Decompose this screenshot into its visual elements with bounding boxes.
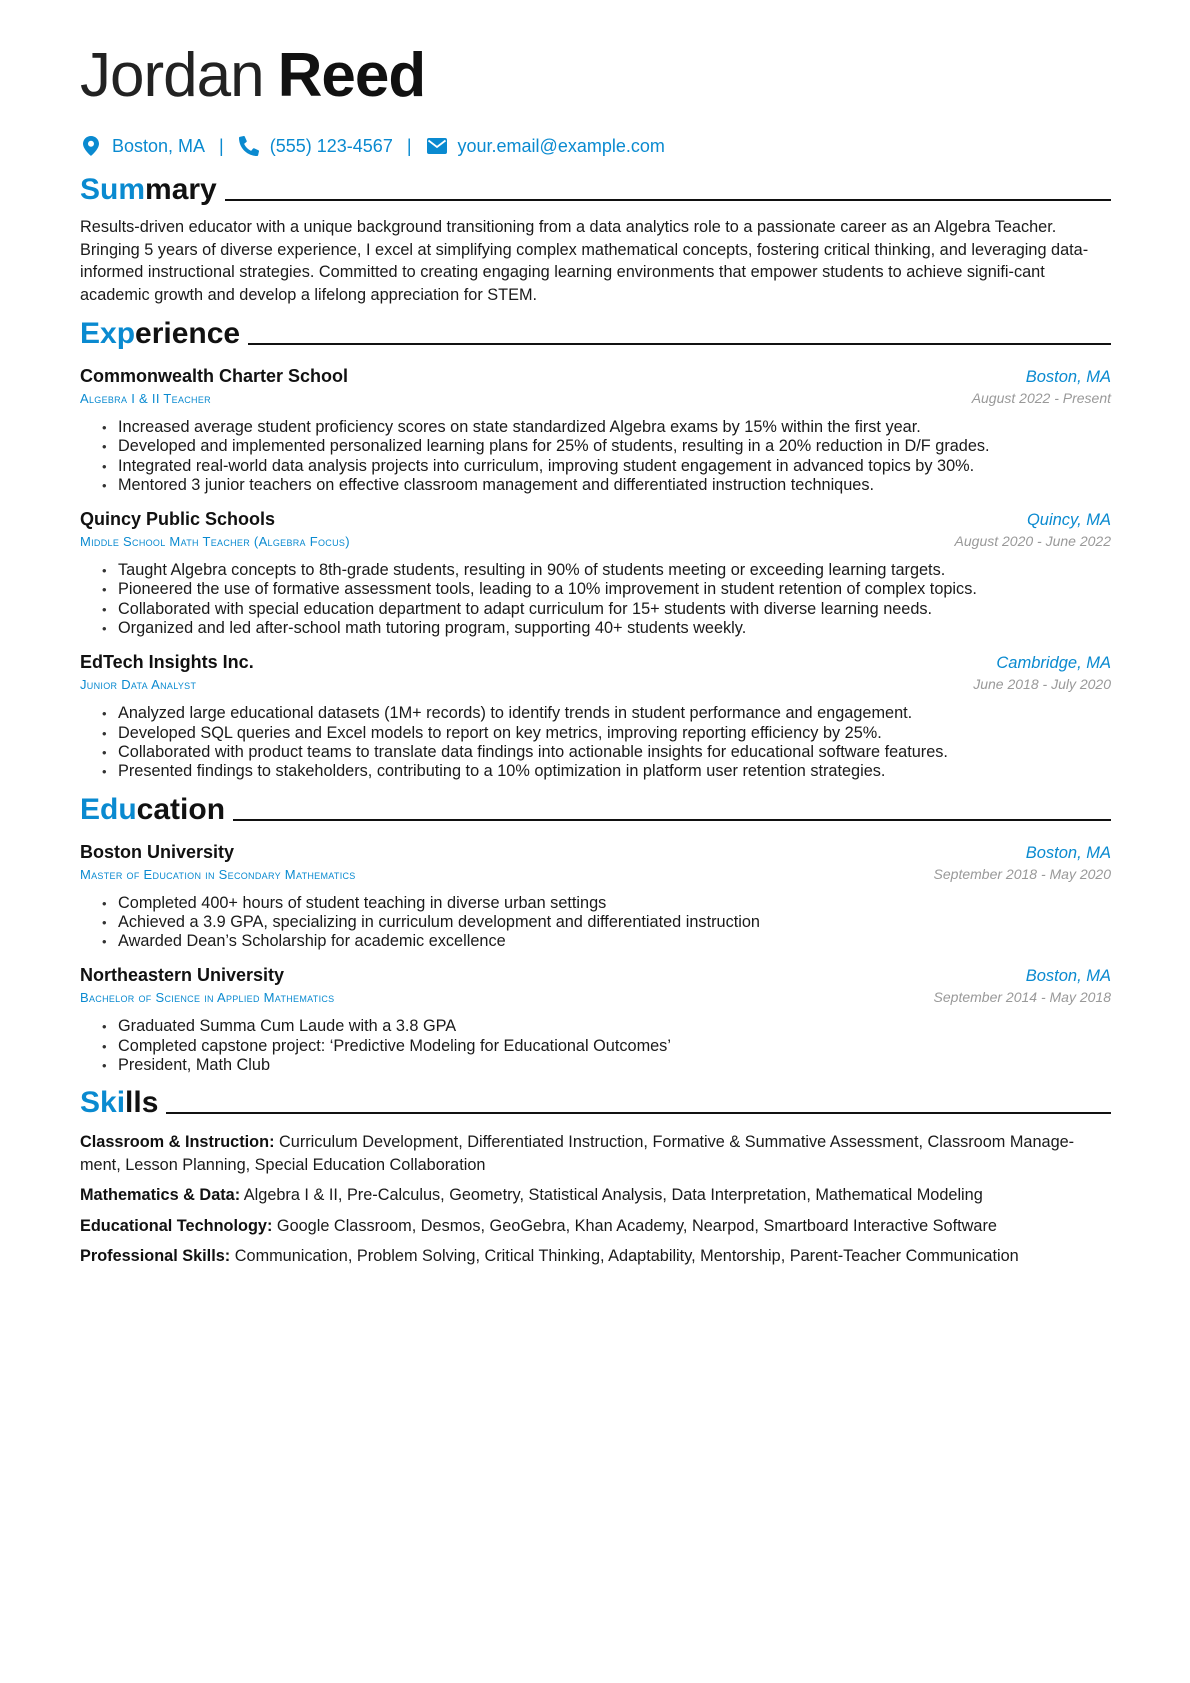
contact-bar [80,132,1111,160]
skill-category: Professional Skills: [80,1247,231,1266]
section-heading-summary [80,172,1111,208]
skill-category: Classroom & Instruction: [80,1133,275,1152]
employer-name: Quincy Public Schools [80,509,276,530]
employer-location: Cambridge, MA [996,654,1111,673]
school-name: Northeastern University [80,965,285,986]
skill-line [80,1245,1111,1268]
skill-category: Educational Technology: [80,1216,273,1235]
employer-name: Commonwealth Charter School [80,366,349,386]
candidate-name [80,40,1111,112]
job-dates: August 2022 - Present [971,390,1111,406]
section-title [80,316,240,352]
list-item: • Achieved a 3.9 GPA, specializing in curriculum development and differentiated instruction [102,913,1111,932]
experience-entry [80,366,1111,495]
skill-line [80,1131,1111,1176]
experience-entry [80,509,1111,638]
section-rule [225,199,1111,201]
list-item: • Graduated Summa Cum Laude with a 3.8 GPA [102,1017,1111,1036]
degree-title: Master of Education in Secondary Mathematics [80,866,356,882]
list-item: • Increased average student proficiency scores on state standardized Algebra exams by 15% within the first year. [102,418,1111,437]
employer-location: Boston, MA [1025,368,1111,386]
education-entry [80,842,1111,952]
skill-category: Mathematics & Data: [80,1186,241,1205]
phone-text: (555) 123-4567 [269,135,393,156]
section-heading-experience [80,316,1111,352]
skill-line [80,1215,1111,1238]
section-heading-education [80,792,1111,828]
title-rest: lls [125,1086,159,1120]
school-location: Boston, MA [1025,967,1111,986]
education-entry [80,965,1111,1075]
envelope-icon [426,135,448,157]
contact-separator: | [219,135,224,156]
phone-icon [238,135,260,157]
list-item: • Analyzed large educational datasets (1M+ records) to identify trends in student performance and engagement. [102,704,1111,723]
contact-separator: | [406,135,412,156]
section-title [80,172,217,208]
contact-location [80,135,205,157]
section-rule [248,343,1111,345]
bullet-list [80,704,1111,781]
skill-values: Algebra I & II, Pre-Calculus, Geometry, Statistical Analysis, Data Interpretation, Mathematical Modeling [243,1186,983,1205]
title-accent: Ski [80,1086,126,1120]
experience-entry [80,652,1111,781]
section-title [80,1085,158,1121]
last-name: Reed [277,41,426,110]
skill-values: Google Classroom, Desmos, GeoGebra, Khan Academy, Nearpod, Smartboard Interactive Software [276,1216,997,1235]
contact-email[interactable] [426,135,665,157]
section-rule [166,1112,1111,1114]
list-item: • Collaborated with special education department to adapt curriculum for 15+ students with diverse learning needs. [102,600,1111,619]
job-title: Algebra I & II Teacher [80,391,211,406]
list-item: • Mentored 3 junior teachers on effective classroom management and differentiated instruction techniques. [102,476,1111,495]
job-dates: August 2020 - June 2022 [954,533,1111,550]
list-item: • Developed SQL queries and Excel models to report on key metrics, improving reporting efficiency by 25%. [102,724,1111,743]
list-item: • Presented findings to stakeholders, contributing to a 10% optimization in platform user retention strategies. [102,762,1111,781]
job-title: Junior Data Analyst [80,677,197,693]
skill-line [80,1184,1111,1207]
degree-title: Bachelor of Science in Applied Mathematics [80,990,335,1006]
contact-phone[interactable] [238,135,393,157]
title-accent: Exp [80,317,136,350]
degree-dates: September 2014 - May 2018 [933,989,1111,1006]
location-text: Boston, MA [112,135,206,156]
job-title: Middle School Math Teacher (Algebra Focus) [80,534,350,550]
list-item: • Integrated real-world data analysis projects into curriculum, improving student engagement in advanced topics by 30%. [102,457,1111,476]
bullet-list [80,561,1111,638]
list-item: • Collaborated with product teams to translate data findings into actionable insights for educational software features. [102,743,1111,762]
skill-values: Communication, Problem Solving, Critical Thinking, Adaptability, Mentorship, Parent-Teacher Communication [234,1247,1019,1266]
skill-values: Curriculum Development, Differentiated Instruction, Formative & Summative Assessment, Classroom Manage-ment, Lesson Planning, Special Education Collaboration [80,1133,1075,1174]
first-name: Jordan [80,41,264,110]
email-link[interactable]: your.email@example.com [457,135,665,156]
section-title [80,792,225,828]
bullet-list [80,894,1111,952]
title-rest: erience [135,317,241,350]
job-dates: June 2018 - July 2020 [973,676,1111,693]
summary-text: Results-driven educator with a unique background transitioning from a data analytics role to a passionate career as an Algebra Teacher. Bringing 5 years of diverse experience, I excel at simplifying complex mathematical concepts, fostering critical thinking, and leveraging data-informed instructional strategies. Committed to creating engaging learning environments that empower students to achieve signifi-cant academic growth and develop a lifelong appreciation for STEM. [80,218,1089,304]
title-rest: mary [145,173,217,206]
school-name: Boston University [80,841,235,862]
title-rest: cation [136,792,226,826]
list-item: • Completed 400+ hours of student teaching in diverse urban settings [102,894,1111,913]
list-item: • Completed capstone project: ‘Predictive Modeling for Educational Outcomes’ [102,1037,1111,1056]
list-item: • Awarded Dean’s Scholarship for academic excellence [102,932,1111,951]
list-item: • Taught Algebra concepts to 8th-grade students, resulting in 90% of students meeting or exceeding learning targets. [102,561,1111,580]
map-pin-icon [80,135,102,157]
section-heading-skills [80,1085,1111,1121]
school-location: Boston, MA [1025,843,1111,862]
degree-dates: September 2018 - May 2020 [933,865,1111,882]
title-accent: Sum [80,173,146,206]
bullet-list [80,1017,1111,1075]
employer-location: Quincy, MA [1026,511,1111,530]
list-item: • Developed and implemented personalized learning plans for 25% of students, resulting in a 20% reduction in D/F grades. [102,437,1111,456]
list-item: • Organized and led after-school math tutoring program, supporting 40+ students weekly. [102,619,1111,638]
section-rule [233,819,1111,821]
list-item: • Pioneered the use of formative assessment tools, leading to a 10% improvement in student retention of complex topics. [102,580,1111,599]
title-accent: Edu [80,792,137,826]
bullet-list [80,418,1111,495]
list-item: • President, Math Club [102,1056,1111,1075]
employer-name: EdTech Insights Inc. [80,652,254,673]
